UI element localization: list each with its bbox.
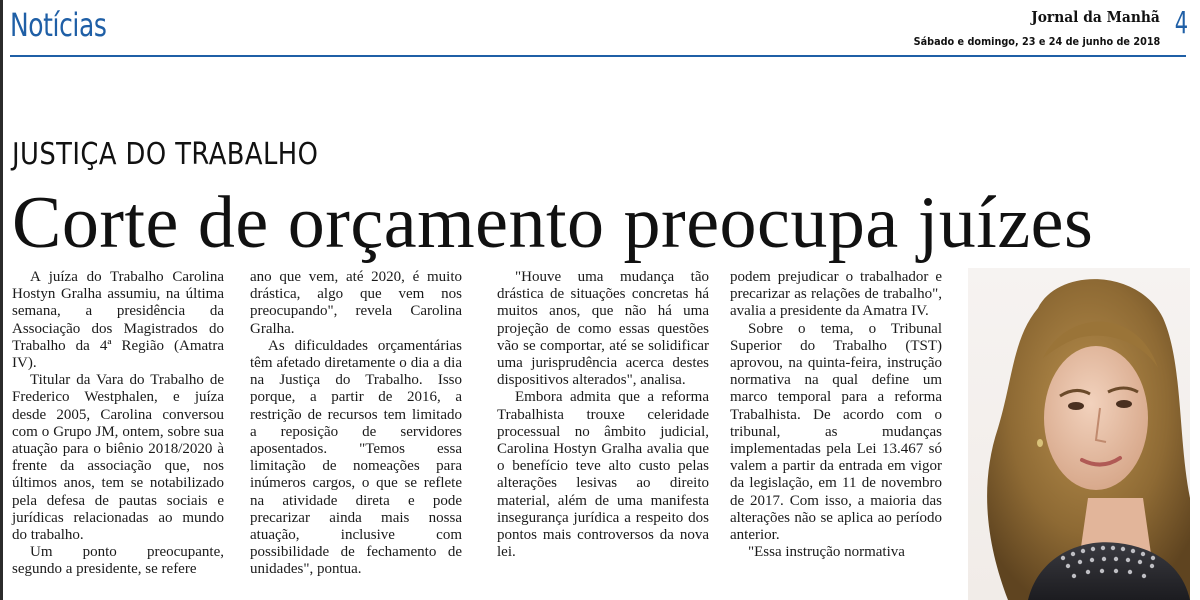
portrait-photo (968, 268, 1190, 600)
header-rule (10, 55, 1186, 57)
article-column-4 (730, 269, 942, 561)
newspaper-name: Jornal da Manhã (1031, 8, 1160, 26)
paragraph: "Essa instrução normativa (748, 544, 905, 561)
page-left-rule (0, 0, 3, 600)
edition-date: Sábado e domingo, 23 e 24 de junho de 2018 (913, 35, 1160, 48)
article-column-1 (12, 269, 224, 579)
paragraph: Embora admita que a reforma Trabalhista trouxe celeridade processual no âmbito judicial, Carolina Hostyn Gralha avalia que o benefício teve alto custo pelas alterações lesivas ao direito material, além de uma manifesta insegurança jurídica a respeito dos pontos mais controversos da nova lei. (497, 389, 709, 561)
paragraph: Um ponto preocupante, segundo a presidente, se refere (12, 544, 224, 578)
paragraph: As dificuldades orçamentárias têm afetado diretamente o dia a dia na Justiça do Trabalho. Isso porque, a partir de 2016, a restrição de recursos tem limitado a reposição de servidores aposentados. "Temos essa limitação de nomeações para inúmeros cargos, o que se reflete na atividade direta e pode precarizar ainda mais nossa atuação, inclusive com possibilidade de fechamento de unidades", pontua. (250, 337, 462, 578)
paragraph: "Houve uma mudança tão drástica de situações concretas há muitos anos, que não há uma projeção de como essas questões vão se comportar, até se solidificar uma jurisprudência acerca destes dispositivos alterados", analisa. (497, 269, 709, 389)
article-column-3 (497, 269, 709, 561)
paragraph: Titular da Vara do Trabalho de Frederico Westphalen, e juíza desde 2005, Carolina conversou com o Grupo JM, ontem, sobre sua atuação para o biênio 2018/2020 à frente da associação que, nos últimos anos, tem se notabilizado pela defesa de pautas sociais e jurídicas relacionadas ao mundo do trabalho. (12, 372, 224, 544)
section-name: Notícias (10, 6, 107, 44)
page-number: 4 (1174, 6, 1188, 41)
paragraph: podem prejudicar o trabalhador e precarizar as relações de trabalho", avalia a presidente da Amatra IV. (730, 269, 942, 320)
article-headline: Corte de orçamento preocupa juízes (12, 182, 1094, 264)
article-kicker: JUSTIÇA DO TRABALHO (12, 137, 319, 172)
paragraph: A juíza do Trabalho Carolina Hostyn Gralha assumiu, na última semana, a presidência da Associação dos Magistrados do Trabalho da 4ª Região (Amatra IV). (12, 269, 224, 372)
paragraph: ano que vem, até 2020, é muito drástica, algo que vem nos preocupando", revela Carolina Gralha. (250, 269, 462, 337)
paragraph: Sobre o tema, o Tribunal Superior do Trabalho (TST) aprovou, na quinta-feira, instrução normativa na qual define um marco temporal para a reforma Trabalhista. De acordo com o tribunal, as mudanças implementadas pela Lei 13.467 só valem a partir da entrada em vigor da legislação, em 11 de novembro de 2017. Com isso, a maioria das alterações não se aplica ao período anterior. (730, 320, 942, 544)
portrait-illustration (968, 268, 1190, 600)
article-column-2 (250, 269, 462, 579)
